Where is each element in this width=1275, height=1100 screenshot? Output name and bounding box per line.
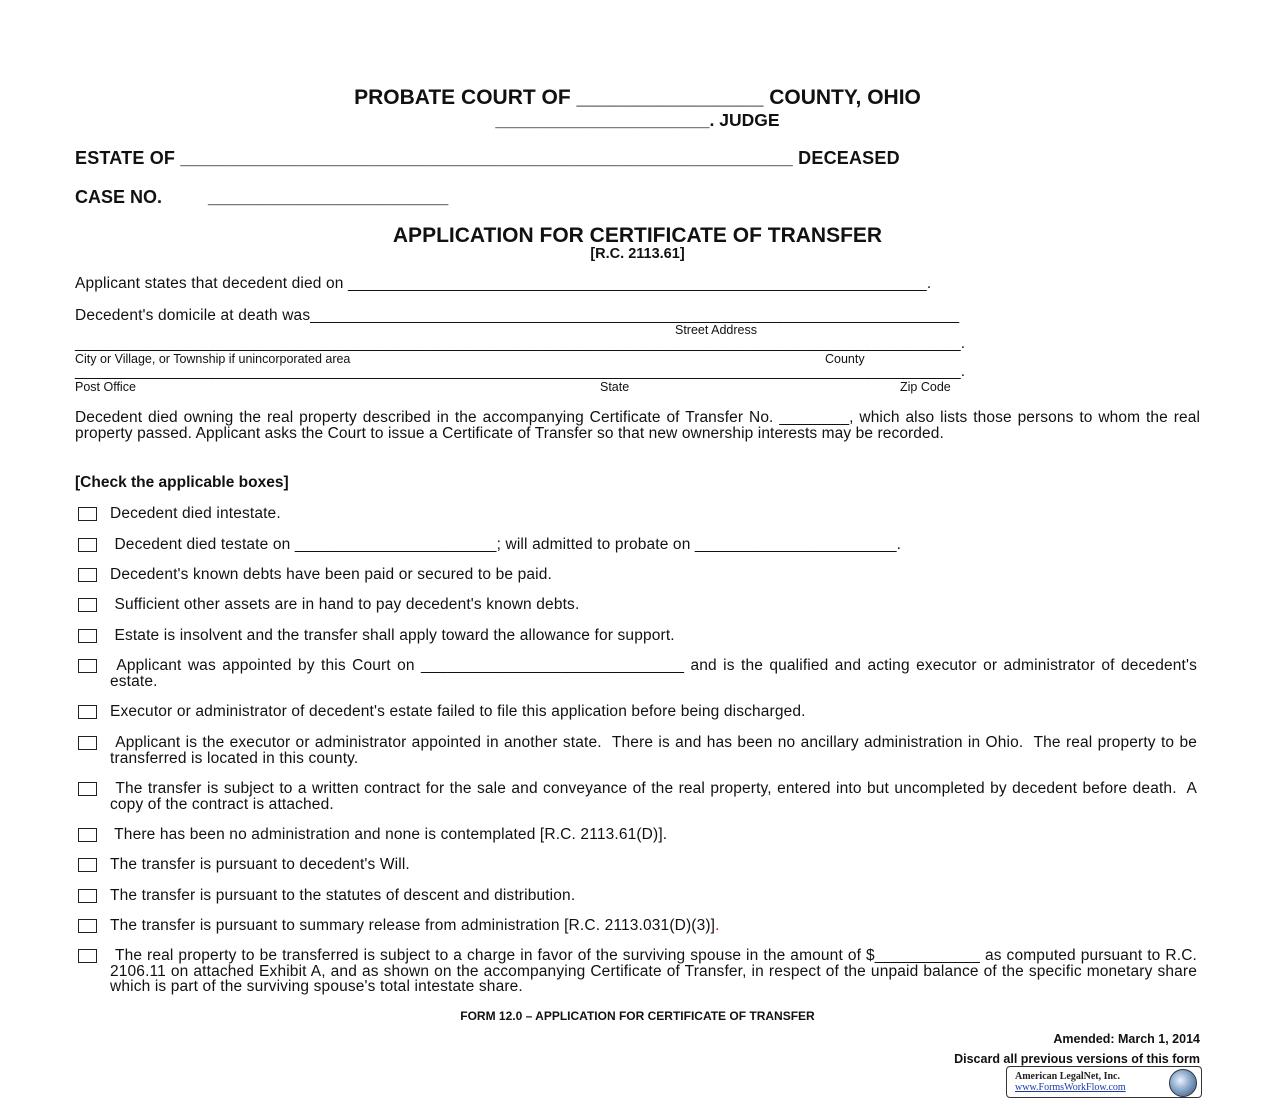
checkbox-pursuant-will[interactable] — [78, 858, 97, 872]
court-heading: PROBATE COURT OF ________________ COUNTY, OHIO — [354, 86, 921, 109]
checkbox-label: Estate is insolvent and the transfer shall apply toward the allowance for support. — [110, 627, 675, 644]
globe-icon — [1169, 1069, 1197, 1097]
form-title: APPLICATION FOR CERTIFICATE OF TRANSFER — [392, 224, 883, 247]
checkbox-label: There has been no administration and none is contemplated [R.C. 2113.61(D)]. — [110, 826, 668, 843]
checkbox-label: The transfer is pursuant to the statutes of descent and distribution. — [110, 887, 576, 904]
domicile-street-field[interactable]: Decedent's domicile at death was__________________________________________________________________________ — [75, 307, 960, 324]
checkbox-testate[interactable] — [78, 538, 97, 552]
trailing-period: . — [715, 917, 720, 934]
street-address-label: Street Address — [675, 323, 757, 337]
city-label: City or Village, or Township if unincorporated area — [75, 352, 351, 366]
checkbox-label: Executor or administrator of decedent's estate failed to file this application before being discharged. — [110, 703, 806, 720]
case-number-field[interactable]: ________________________ — [208, 187, 449, 207]
checkbox-label: Sufficient other assets are in hand to pay decedent's known debts. — [110, 596, 580, 613]
checkbox-label: Decedent died intestate. — [110, 505, 281, 522]
case-label: CASE NO. — [75, 187, 163, 207]
checkbox-descent-distribution[interactable] — [78, 889, 97, 903]
checkbox-sufficient-assets[interactable] — [78, 598, 97, 612]
checkbox-label: Decedent died testate on _______________________; will admitted to probate on _______________________. — [110, 536, 902, 553]
checkbox-no-administration[interactable] — [78, 828, 97, 842]
checkbox-label: Applicant was appointed by this Court on ______________________________ and is the qualified and acting executor or administrator of decedent's estate. — [110, 657, 1202, 690]
discard-notice: Discard all previous versions of this form — [954, 1052, 1200, 1066]
checkbox-estate-insolvent[interactable] — [78, 629, 97, 643]
checkbox-label: Decedent's known debts have been paid or secured to be paid. — [110, 566, 552, 583]
form-footer-title: FORM 12.0 – APPLICATION FOR CERTIFICATE OF TRANSFER — [460, 1009, 815, 1023]
checkbox-failed-to-file[interactable] — [78, 705, 97, 719]
checkbox-label: The transfer is subject to a written contract for the sale and conveyance of the real property, entered into but uncompleted by decedent before death. A copy of the contract is attached. — [110, 780, 1202, 813]
estate-line: ESTATE OF ____________________________________________________________ DECEASED — [75, 148, 900, 168]
american-legalnet-stamp — [1006, 1066, 1202, 1098]
checkbox-intestate[interactable] — [78, 507, 97, 521]
statute-reference: [R.C. 2113.61] — [590, 246, 685, 262]
checkbox-label: Applicant is the executor or administrator appointed in another state. There is and has been no ancillary administration in Ohio. The real property to be transferred is located in this county. — [110, 734, 1202, 767]
county-label: County — [825, 352, 865, 366]
checkbox-written-contract[interactable] — [78, 782, 97, 796]
checkbox-surviving-spouse-charge[interactable] — [78, 949, 97, 963]
checkbox-applicant-appointed[interactable] — [78, 659, 97, 673]
state-label: State — [600, 380, 630, 394]
post-office-state-zip-field[interactable]: _____________________________________________________________________________________________________. — [75, 363, 966, 380]
checkbox-label: The real property to be transferred is subject to a charge in favor of the surviving spouse in the amount of $____________ as computed pursuant to R.C. 2106.11 on attached Exhibit A, and as shown on the accompanying Certificate of Transfer, in respect of the unpaid balance of the specific monetary share which is part of the surviving spouse's total intestate share. — [110, 947, 1202, 995]
zip-code-label: Zip Code — [900, 380, 951, 394]
checkbox-label-text: The transfer is pursuant to summary release from administration [R.C. 2113.031(D)(3)] — [110, 917, 716, 934]
stamp-company: American LegalNet, Inc. — [1015, 1071, 1120, 1082]
checkbox-label — [110, 918, 720, 934]
post-office-label: Post Office — [75, 380, 136, 394]
checkbox-another-state[interactable] — [78, 736, 97, 750]
check-boxes-heading: [Check the applicable boxes] — [75, 474, 289, 491]
city-county-field[interactable]: _____________________________________________________________________________________________________. — [75, 335, 966, 352]
checkbox-summary-release[interactable] — [78, 919, 97, 933]
date-of-death-field[interactable]: Applicant states that decedent died on __________________________________________________________________. — [75, 275, 932, 292]
amended-date: Amended: March 1, 2014 — [1053, 1032, 1200, 1046]
checkbox-label: The transfer is pursuant to decedent's Will. — [110, 856, 410, 873]
judge-line: ______________________. JUDGE — [495, 110, 780, 130]
stamp-website-link[interactable]: www.FormsWorkFlow.com — [1015, 1082, 1126, 1093]
checkbox-debts-paid[interactable] — [78, 568, 97, 582]
statement-paragraph: Decedent died owning the real property described in the accompanying Certificate of Transfer No. ________, which also lists those persons to whom the real property passed. Applicant asks the Court to issue a Certificate of Transfer so that new ownership interests may be recorded. — [75, 409, 1200, 442]
